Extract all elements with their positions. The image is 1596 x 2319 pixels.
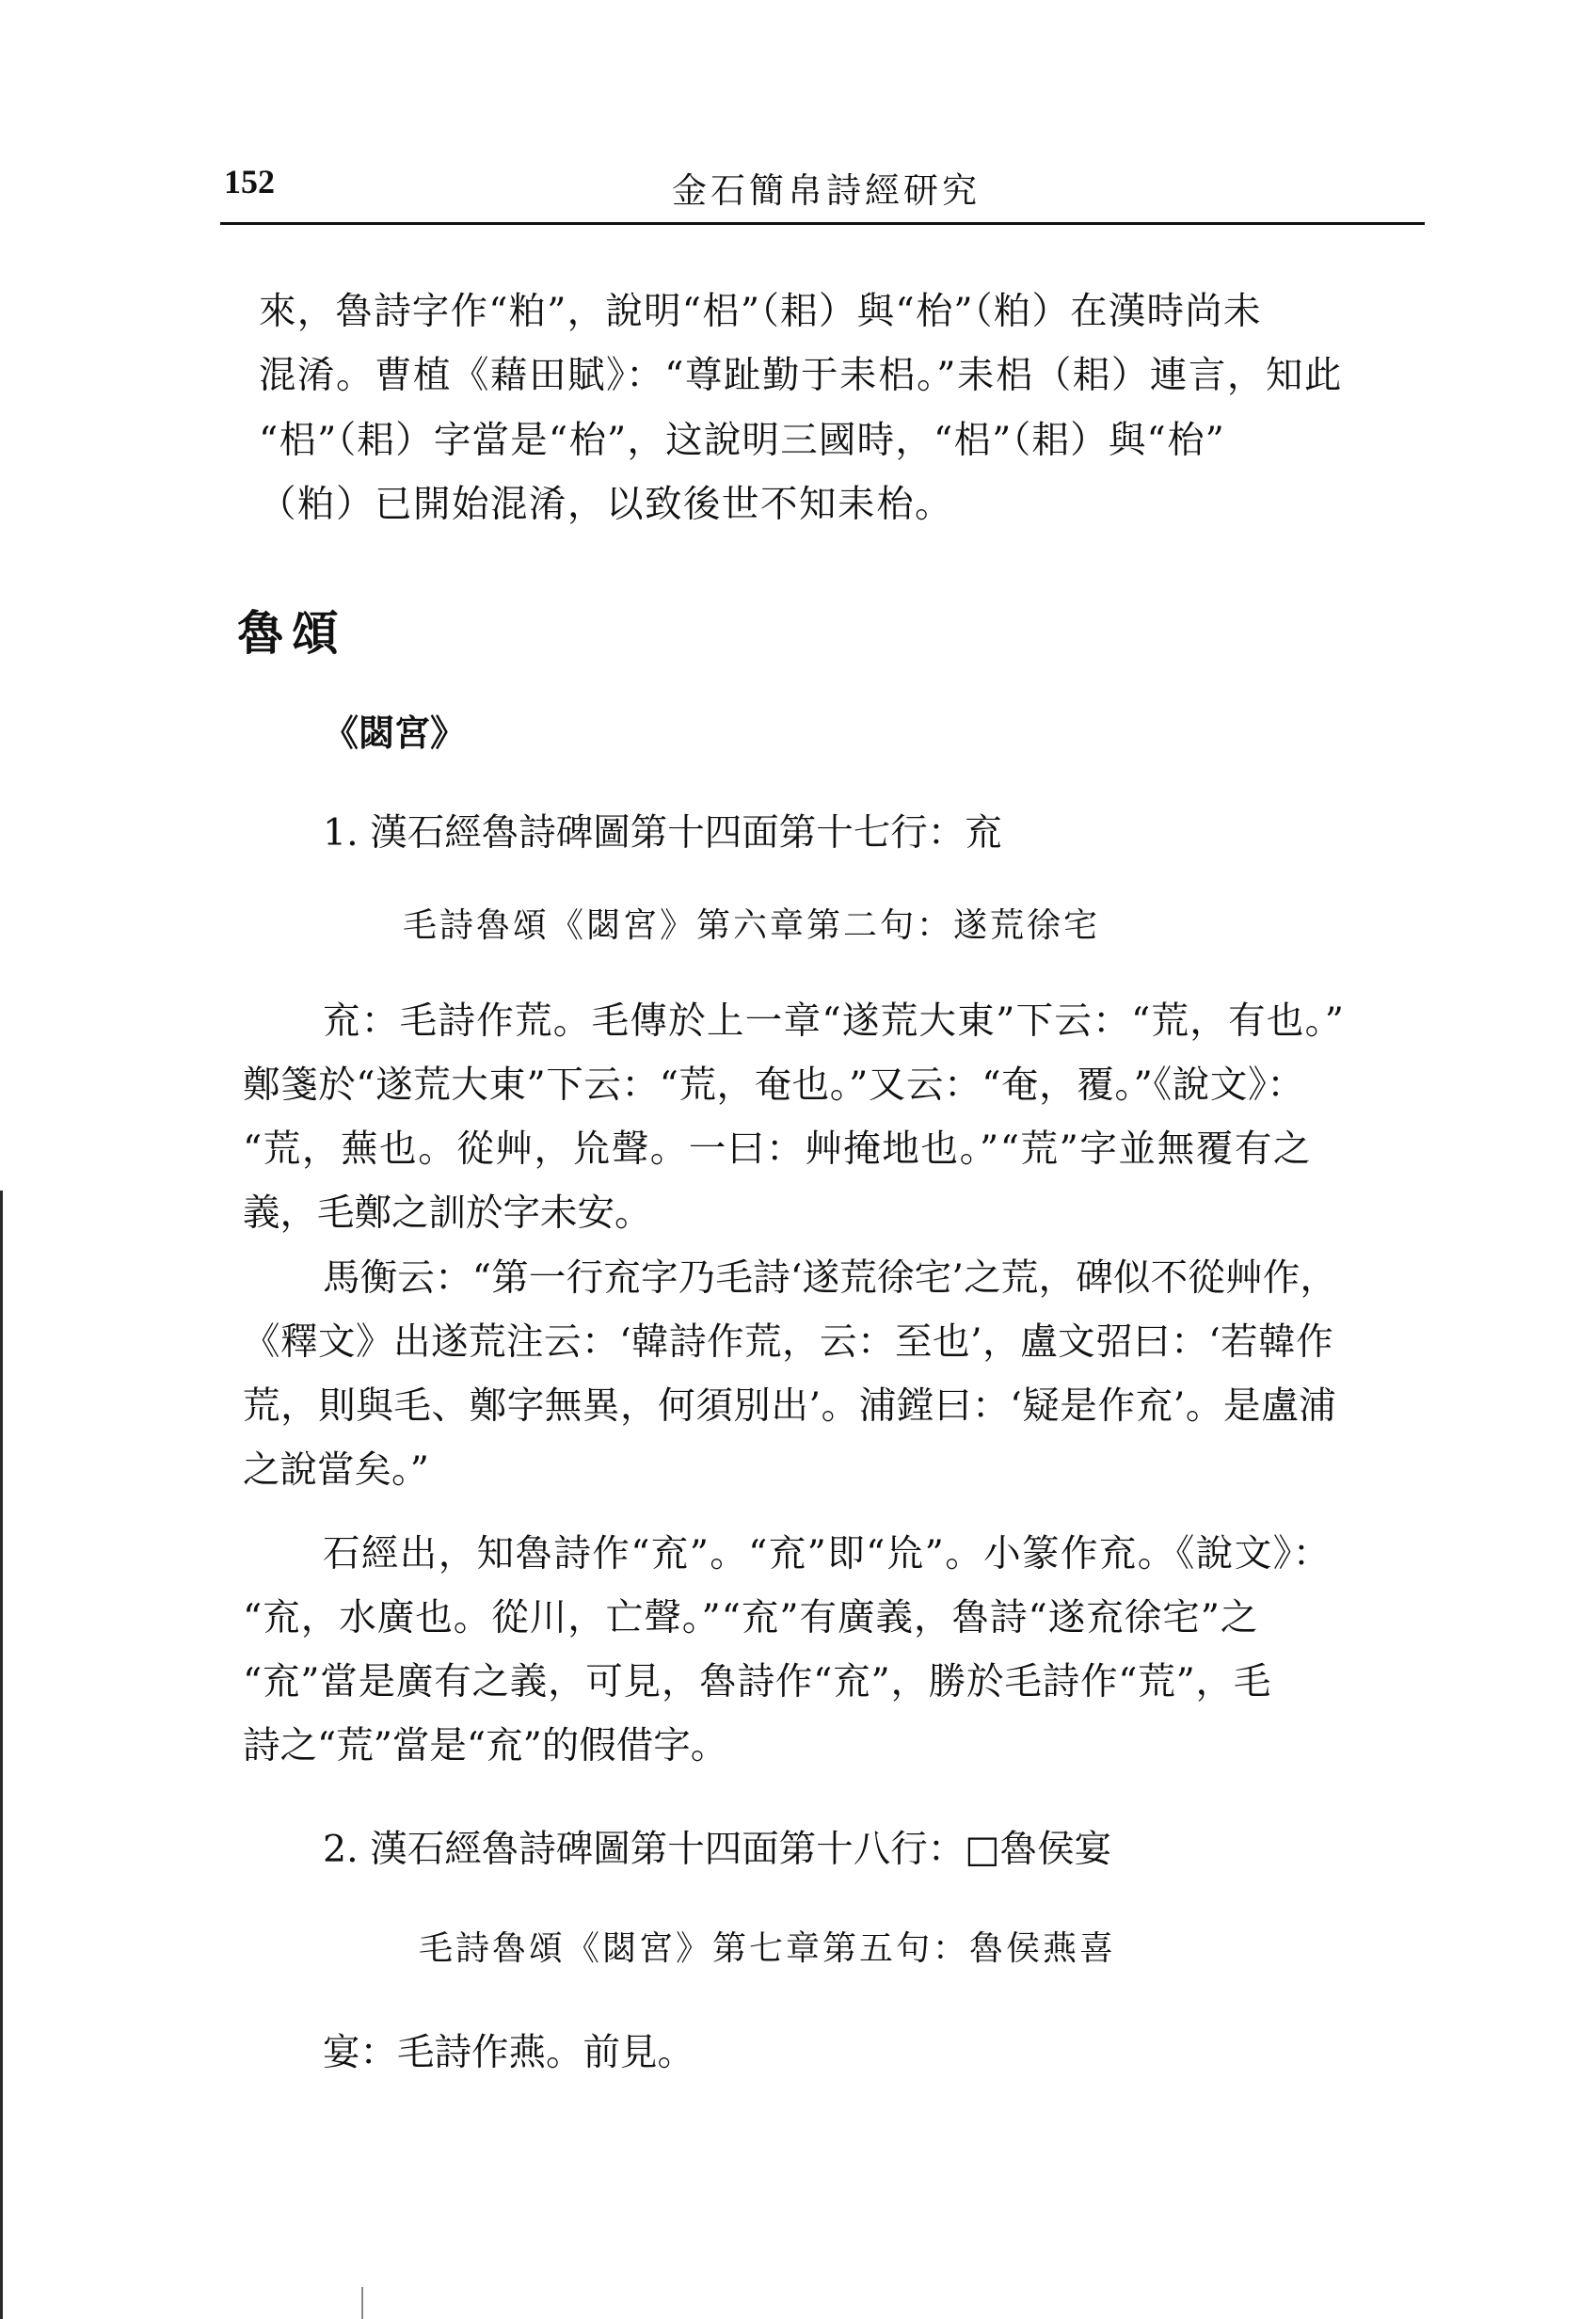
paragraph-line: （粕）已開始混淆，以致後世不知耒枱。 [259,483,953,526]
paragraph-line: “梠”（耜）字當是“枱”，这說明三國時，“梠”（耜）與“枱” [259,419,1226,462]
paragraph-line: 義，毛鄭之訓於字未安。 [243,1191,652,1235]
paragraph-line: “㐬”當是廣有之義，可見，魯詩作“㐬”，勝於毛詩作“荒”，毛 [243,1660,1272,1703]
header-rule [220,222,1425,225]
scan-edge-mark [0,1191,3,2319]
running-title: 金石簡帛詩經研究 [672,170,981,211]
paragraph-line: “㐬，水廣也。從川，亡聲。”“㐬”有廣義，魯詩“遂㐬徐宅”之 [243,1596,1259,1639]
paragraph-line: 石經出，知魯詩作“㐬”。“㐬”即“㠩”。小篆作㐬。《說文》： [323,1532,1332,1575]
paragraph-line: 詩之“荒”當是“㐬”的假借字。 [243,1724,728,1767]
paragraph-line: 來，魯詩字作“粕”，說明“梠”（耜）與“枱”（粕）在漢時尚未 [259,290,1262,333]
paragraph-line: 宴：毛詩作燕。前見。 [323,2031,694,2074]
item-heading: 1. 漢石經魯詩碑圖第十四面第十七行：㐬 [323,811,1002,855]
paragraph-line: 混淆。曹植《藉田賦》：“尊趾勤于耒梠。”耒梠（耜）連言，知此 [259,354,1343,397]
mao-reference: 毛詩魯頌《閟宮》第六章第二句：遂荒徐宅 [403,906,1101,945]
poem-title: 《閟宮》 [323,712,467,754]
paragraph-line: 鄭箋於“遂荒大東”下云：“荒，奄也。”又云：“奄，覆。”《說文》： [243,1064,1305,1107]
scan-gutter-mark [361,2287,363,2319]
section-heading: 魯頌 [237,605,346,661]
page-number: 152 [224,163,275,200]
paragraph-line: 荒，則與毛、鄭字無異，何須別出’。浦鏜曰：‘疑是作㐬’。是盧浦 [243,1384,1337,1428]
paragraph-line: 《釋文》出遂荒注云：‘韓詩作荒，云：至也’，盧文弨曰：‘若韓作 [243,1320,1334,1364]
running-header [224,158,1428,215]
paragraph-line: 㐬：毛詩作荒。毛傳於上一章“遂荒大東”下云：“荒，有也。” [323,1000,1346,1043]
mao-reference: 毛詩魯頌《閟宮》第七章第五句：魯侯燕喜 [419,1929,1117,1968]
paragraph-line: “荒，蕪也。從艸，㠩聲。一曰：艸掩地也。”“荒”字並無覆有之 [243,1128,1313,1171]
item-heading: 2. 漢石經魯詩碑圖第十四面第十八行：□魯侯宴 [323,1828,1112,1871]
paragraph-line: 之說當矣。” [243,1448,429,1492]
paragraph-line: 馬衡云：“第一行㐬字乃毛詩‘遂荒徐宅’之荒，碑似不從艸作， [323,1256,1338,1300]
